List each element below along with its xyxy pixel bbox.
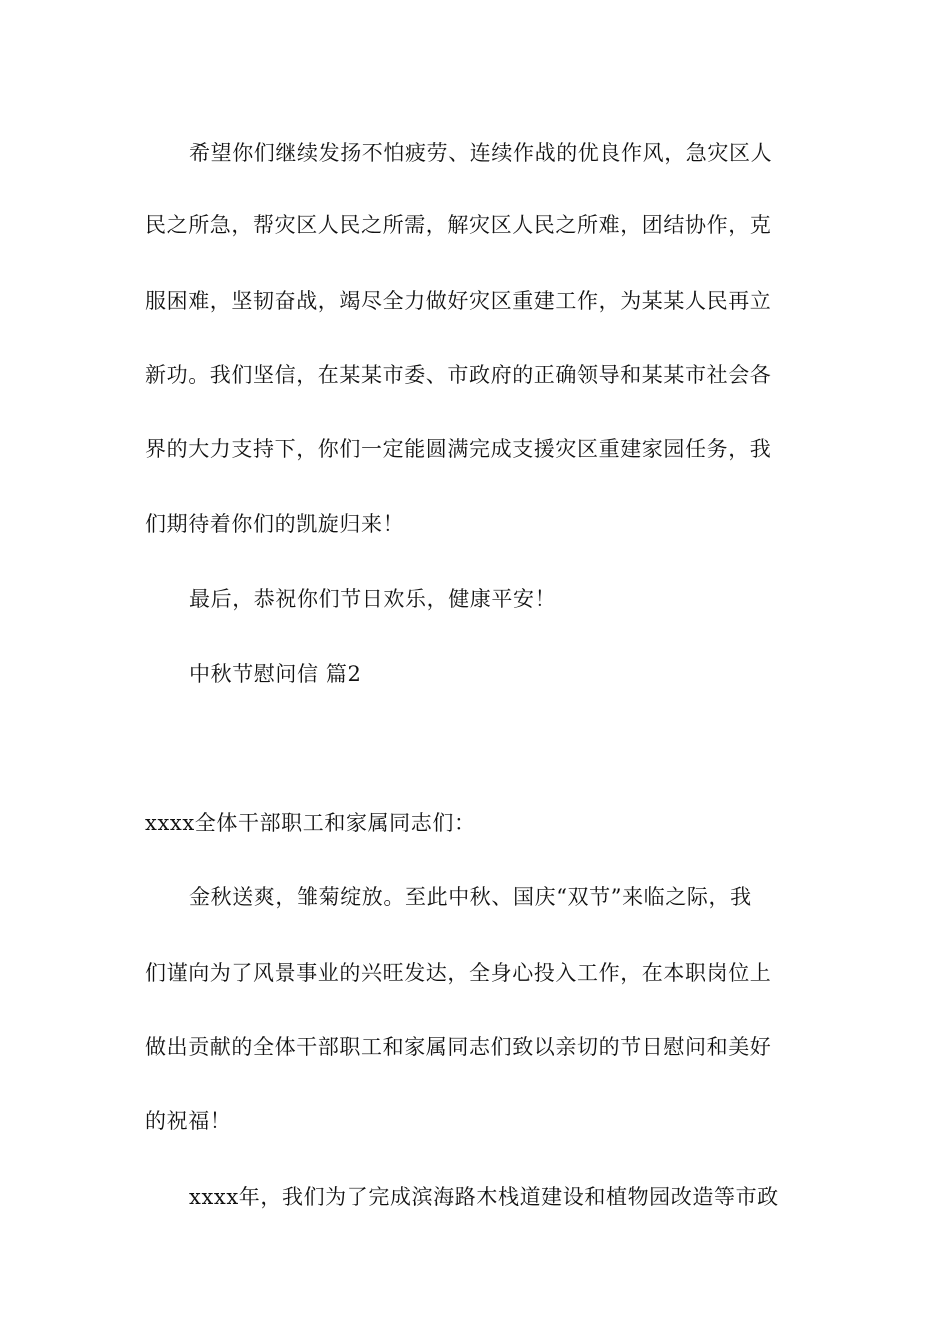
paragraph-line: 希望你们继续发扬不怕疲劳、连续作战的优良作风，急灾区人 [189, 141, 773, 165]
paragraph-line: 界的大力支持下，你们一定能圆满完成支援灾区重建家园任务，我 [145, 437, 772, 461]
section-title: 中秋节慰问信 篇2 [189, 662, 362, 686]
paragraph-line: 服困难，坚韧奋战，竭尽全力做好灾区重建工作，为某某人民再立 [145, 289, 772, 313]
paragraph-line: 的祝福！ [145, 1109, 232, 1133]
paragraph-line: 金秋送爽，雏菊绽放。至此中秋、国庆“双节”来临之际，我 [189, 885, 752, 909]
paragraph-line: 们期待着你们的凯旋归来！ [145, 512, 405, 536]
paragraph-line: xxxx年，我们为了完成滨海路木栈道建设和植物园改造等市政 [189, 1185, 779, 1209]
salutation: xxxx全体干部职工和家属同志们： [145, 811, 476, 835]
closing-line: 最后，恭祝你们节日欢乐，健康平安！ [189, 587, 557, 611]
paragraph-line: 们谨向为了风景事业的兴旺发达，全身心投入工作，在本职岗位上 [145, 961, 772, 985]
paragraph-line: 新功。我们坚信，在某某市委、市政府的正确领导和某某市社会各 [145, 363, 772, 387]
paragraph-line: 做出贡献的全体干部职工和家属同志们致以亲切的节日慰问和美好 [145, 1035, 772, 1059]
paragraph-line: 民之所急，帮灾区人民之所需，解灾区人民之所难，团结协作，克 [145, 213, 772, 237]
